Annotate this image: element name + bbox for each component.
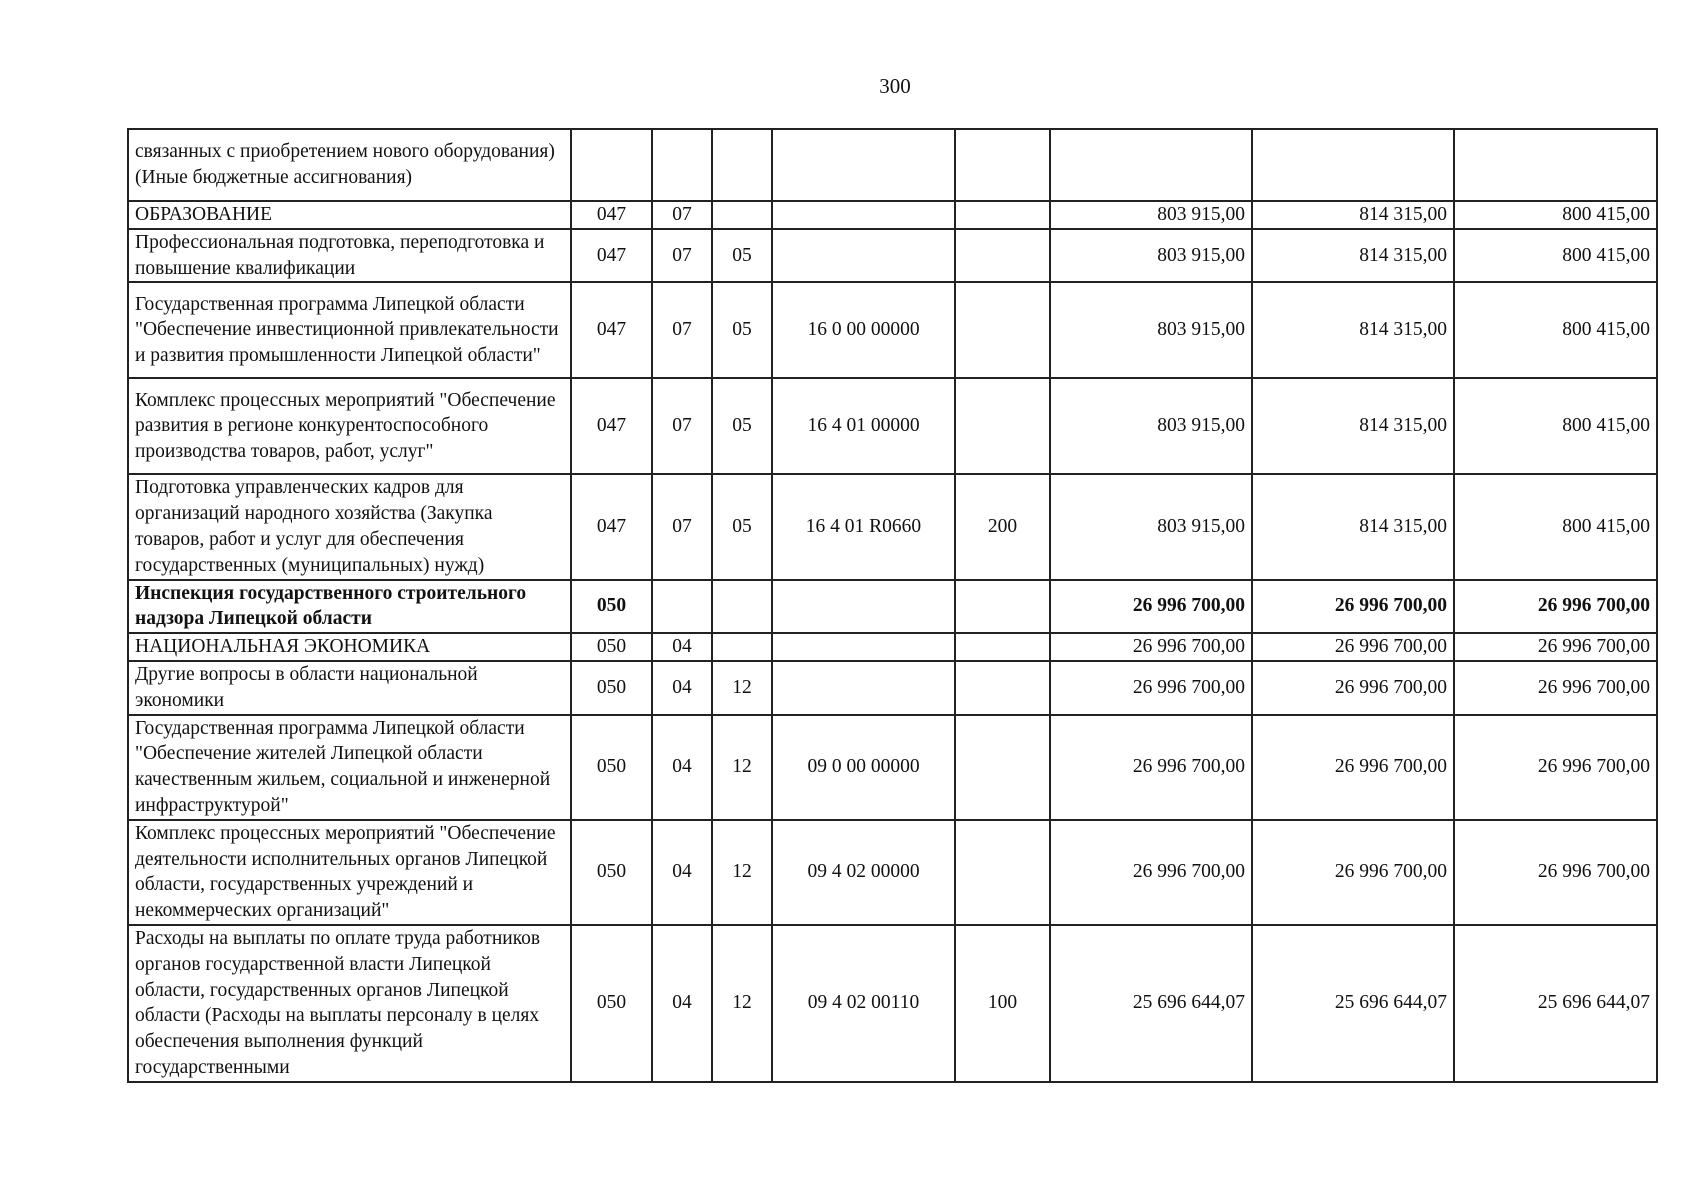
amount-year1-cell: 25 696 644,07 — [1050, 925, 1252, 1082]
amount-year1-cell: 26 996 700,00 — [1050, 820, 1252, 925]
amount-year2-cell: 814 315,00 — [1252, 378, 1454, 474]
expense-type-cell — [955, 129, 1050, 201]
expense-type-cell — [955, 282, 1050, 378]
expense-type-cell — [955, 661, 1050, 715]
row-name-cell: ОБРАЗОВАНИЕ — [128, 201, 571, 229]
department-code-cell: 047 — [571, 229, 652, 283]
section-code-cell: 07 — [652, 229, 712, 283]
budget-table — [127, 128, 1658, 1083]
row-name-cell: Комплекс процессных мероприятий "Обеспечение развития в регионе конкурентоспособного производства товаров, работ, услуг" — [128, 378, 571, 474]
row-name-cell: Профессиональная подготовка, переподготовка и повышение квалификации — [128, 229, 571, 283]
section-code-cell — [652, 129, 712, 201]
amount-year1-cell: 803 915,00 — [1050, 282, 1252, 378]
amount-year3-cell: 800 415,00 — [1454, 229, 1657, 283]
section-code-cell: 07 — [652, 474, 712, 579]
department-code-cell: 050 — [571, 661, 652, 715]
department-code-cell — [571, 129, 652, 201]
department-code-cell: 050 — [571, 925, 652, 1082]
department-code-cell: 047 — [571, 474, 652, 579]
amount-year3-cell: 26 996 700,00 — [1454, 633, 1657, 661]
target-article-cell: 16 4 01 R0660 — [772, 474, 955, 579]
target-article-cell — [772, 229, 955, 283]
target-article-cell — [772, 580, 955, 634]
amount-year1-cell: 26 996 700,00 — [1050, 633, 1252, 661]
row-name-cell: НАЦИОНАЛЬНАЯ ЭКОНОМИКА — [128, 633, 571, 661]
department-code-cell: 050 — [571, 820, 652, 925]
row-name-cell: Инспекция государственного строительного надзора Липецкой области — [128, 580, 571, 634]
table-row — [128, 580, 1657, 634]
department-code-cell: 050 — [571, 580, 652, 634]
expense-type-cell — [955, 229, 1050, 283]
subsection-code-cell: 05 — [712, 229, 772, 283]
department-code-cell: 050 — [571, 633, 652, 661]
target-article-cell — [772, 129, 955, 201]
amount-year3-cell: 26 996 700,00 — [1454, 580, 1657, 634]
amount-year3-cell: 800 415,00 — [1454, 474, 1657, 579]
section-code-cell: 07 — [652, 282, 712, 378]
table-row — [128, 633, 1657, 661]
table-row — [128, 201, 1657, 229]
target-article-cell: 09 0 00 00000 — [772, 715, 955, 820]
amount-year1-cell: 803 915,00 — [1050, 378, 1252, 474]
expense-type-cell — [955, 201, 1050, 229]
amount-year1-cell: 803 915,00 — [1050, 474, 1252, 579]
expense-type-cell: 100 — [955, 925, 1050, 1082]
table-row — [128, 715, 1657, 820]
subsection-code-cell: 05 — [712, 378, 772, 474]
amount-year1-cell — [1050, 129, 1252, 201]
expense-type-cell — [955, 580, 1050, 634]
target-article-cell: 09 4 02 00110 — [772, 925, 955, 1082]
subsection-code-cell — [712, 580, 772, 634]
department-code-cell: 047 — [571, 282, 652, 378]
amount-year2-cell: 814 315,00 — [1252, 282, 1454, 378]
row-name-cell: Государственная программа Липецкой области "Обеспечение инвестиционной привлекательности и развития промышленности Липецкой области" — [128, 282, 571, 378]
budget-table-body — [128, 129, 1657, 1082]
amount-year2-cell: 26 996 700,00 — [1252, 580, 1454, 634]
table-row — [128, 129, 1657, 201]
row-name-cell: Расходы на выплаты по оплате труда работников органов государственной власти Липецкой области, государственных органов Липецкой области (Расходы на выплаты персоналу в целях обеспечения выполнения функций государственными — [128, 925, 571, 1082]
table-row — [128, 925, 1657, 1082]
amount-year2-cell: 814 315,00 — [1252, 474, 1454, 579]
department-code-cell: 050 — [571, 715, 652, 820]
section-code-cell: 04 — [652, 661, 712, 715]
amount-year2-cell — [1252, 129, 1454, 201]
table-row — [128, 378, 1657, 474]
subsection-code-cell — [712, 633, 772, 661]
section-code-cell: 04 — [652, 715, 712, 820]
target-article-cell: 09 4 02 00000 — [772, 820, 955, 925]
expense-type-cell — [955, 820, 1050, 925]
row-name-cell: Подготовка управленческих кадров для организаций народного хозяйства (Закупка товаров, работ и услуг для обеспечения государственных (муниципальных) нужд) — [128, 474, 571, 579]
amount-year3-cell: 26 996 700,00 — [1454, 820, 1657, 925]
amount-year3-cell: 26 996 700,00 — [1454, 715, 1657, 820]
subsection-code-cell — [712, 129, 772, 201]
target-article-cell — [772, 633, 955, 661]
section-code-cell: 04 — [652, 820, 712, 925]
amount-year2-cell: 25 696 644,07 — [1252, 925, 1454, 1082]
subsection-code-cell: 12 — [712, 661, 772, 715]
amount-year2-cell: 26 996 700,00 — [1252, 820, 1454, 925]
row-name-cell: Комплекс процессных мероприятий "Обеспечение деятельности исполнительных органов Липецкой области, государственных учреждений и некоммерческих организаций" — [128, 820, 571, 925]
subsection-code-cell — [712, 201, 772, 229]
department-code-cell: 047 — [571, 201, 652, 229]
amount-year2-cell: 26 996 700,00 — [1252, 633, 1454, 661]
amount-year3-cell — [1454, 129, 1657, 201]
amount-year1-cell: 803 915,00 — [1050, 201, 1252, 229]
section-code-cell: 07 — [652, 378, 712, 474]
section-code-cell: 04 — [652, 633, 712, 661]
table-row — [128, 229, 1657, 283]
section-code-cell: 04 — [652, 925, 712, 1082]
table-row — [128, 661, 1657, 715]
expense-type-cell — [955, 715, 1050, 820]
amount-year2-cell: 814 315,00 — [1252, 229, 1454, 283]
amount-year1-cell: 26 996 700,00 — [1050, 715, 1252, 820]
amount-year3-cell: 26 996 700,00 — [1454, 661, 1657, 715]
amount-year3-cell: 800 415,00 — [1454, 201, 1657, 229]
table-row — [128, 474, 1657, 579]
subsection-code-cell: 05 — [712, 282, 772, 378]
target-article-cell: 16 0 00 00000 — [772, 282, 955, 378]
subsection-code-cell: 12 — [712, 820, 772, 925]
department-code-cell: 047 — [571, 378, 652, 474]
subsection-code-cell: 12 — [712, 925, 772, 1082]
amount-year3-cell: 800 415,00 — [1454, 282, 1657, 378]
table-row — [128, 282, 1657, 378]
row-name-cell: Другие вопросы в области национальной экономики — [128, 661, 571, 715]
amount-year2-cell: 814 315,00 — [1252, 201, 1454, 229]
target-article-cell — [772, 201, 955, 229]
amount-year2-cell: 26 996 700,00 — [1252, 715, 1454, 820]
expense-type-cell — [955, 633, 1050, 661]
expense-type-cell — [955, 378, 1050, 474]
expense-type-cell: 200 — [955, 474, 1050, 579]
table-row — [128, 820, 1657, 925]
section-code-cell — [652, 580, 712, 634]
amount-year1-cell: 26 996 700,00 — [1050, 661, 1252, 715]
row-name-cell: Государственная программа Липецкой области "Обеспечение жителей Липецкой области качественным жильем, социальной и инженерной инфраструктурой" — [128, 715, 571, 820]
row-name-cell: связанных с приобретением нового оборудования) (Иные бюджетные ассигнования) — [128, 129, 571, 201]
target-article-cell: 16 4 01 00000 — [772, 378, 955, 474]
subsection-code-cell: 05 — [712, 474, 772, 579]
amount-year3-cell: 800 415,00 — [1454, 378, 1657, 474]
page-number: 300 — [879, 74, 911, 98]
section-code-cell: 07 — [652, 201, 712, 229]
target-article-cell — [772, 661, 955, 715]
amount-year1-cell: 803 915,00 — [1050, 229, 1252, 283]
amount-year2-cell: 26 996 700,00 — [1252, 661, 1454, 715]
amount-year1-cell: 26 996 700,00 — [1050, 580, 1252, 634]
amount-year3-cell: 25 696 644,07 — [1454, 925, 1657, 1082]
subsection-code-cell: 12 — [712, 715, 772, 820]
